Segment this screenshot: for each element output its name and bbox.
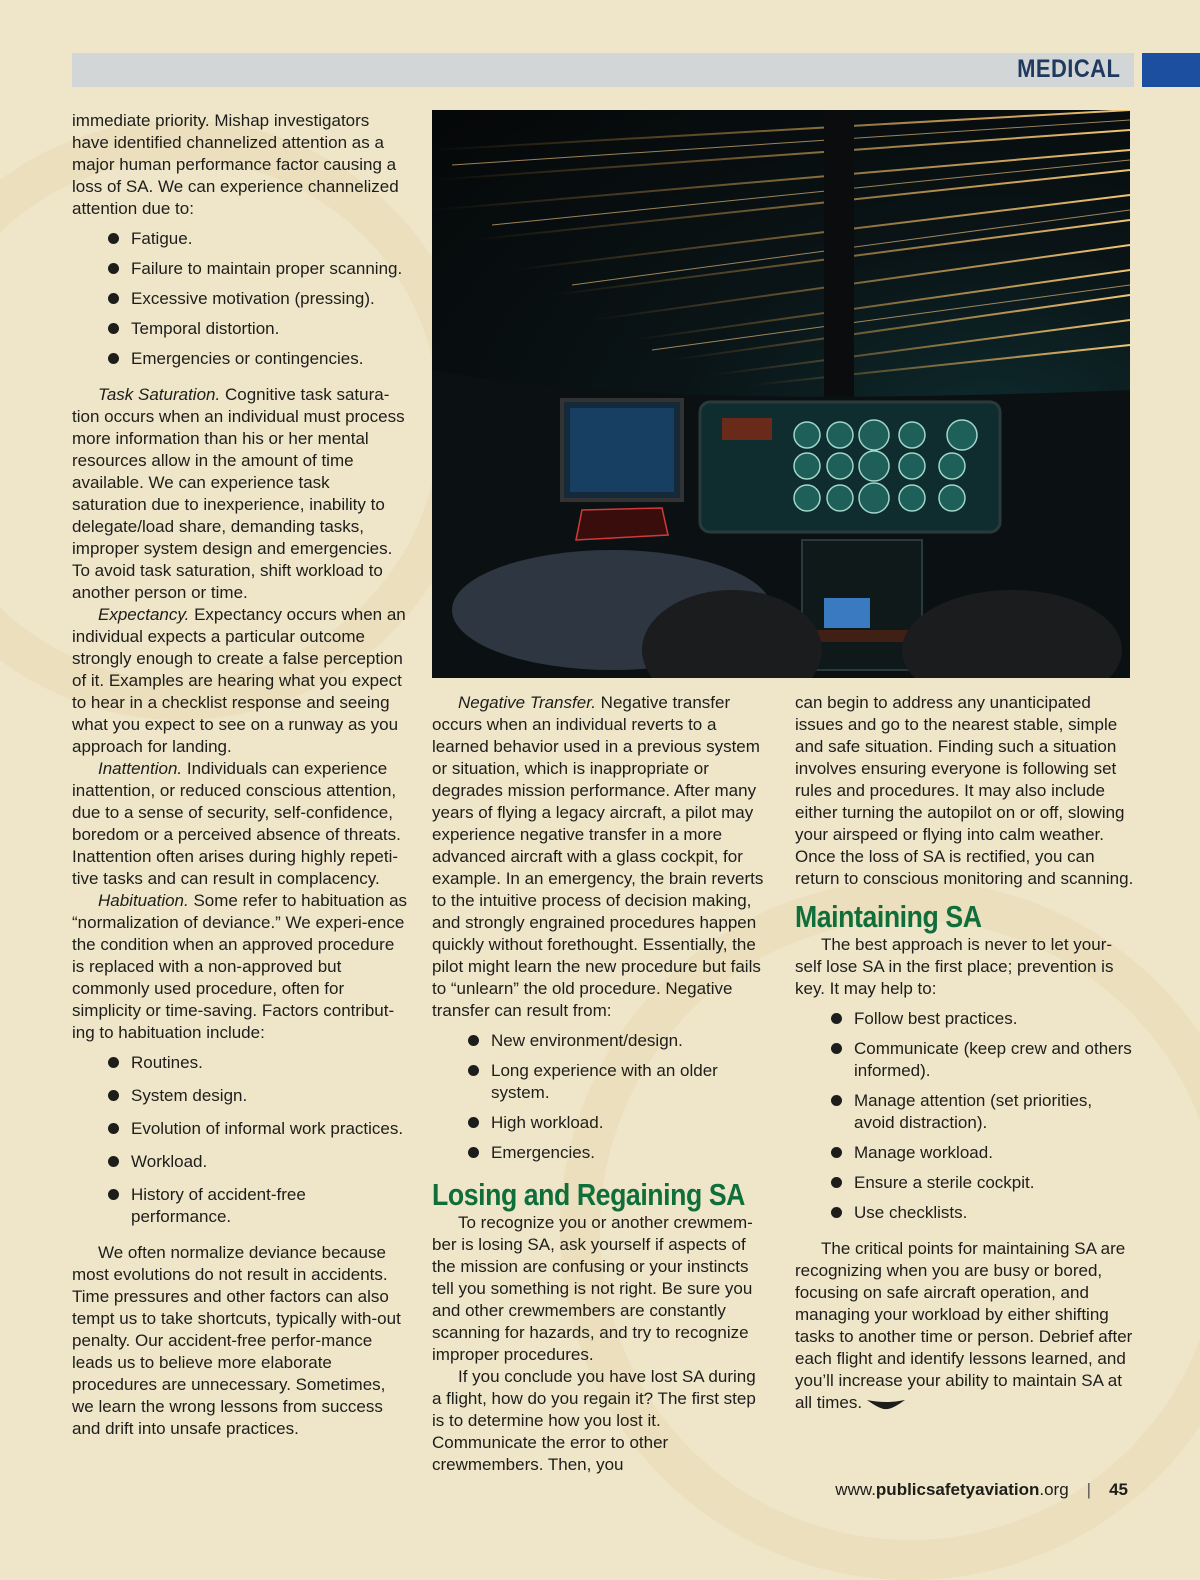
section-heading-maintaining-sa: Maintaining SA — [795, 899, 982, 934]
list-item: Ensure a sterile cockpit. — [831, 1172, 1135, 1194]
list-item: Use checklists. — [831, 1202, 1135, 1224]
bullet-list-negative-transfer — [432, 1030, 768, 1164]
list-item: History of accident-free performance. — [108, 1184, 408, 1228]
section-heading-losing-regaining: Losing and Regaining SA — [432, 1177, 745, 1212]
list-item: New environment/design. — [468, 1030, 768, 1052]
term-expectancy: Expectancy. — [98, 605, 190, 624]
footer-separator: | — [1086, 1480, 1092, 1499]
list-item: Emergencies or contingencies. — [108, 348, 408, 370]
column-right — [795, 692, 1135, 1414]
paragraph: To recognize you or another crewmem-ber is losing SA, ask yourself if aspects of the mission are confusing or your instincts tell you something is not right. Be sure you and other crewmembers are constantly scanning for hazards, and try to recognize improper procedures. — [432, 1213, 753, 1364]
term-task-saturation: Task Saturation. — [98, 385, 221, 404]
header-accent-block — [1142, 53, 1200, 87]
paragraph-expectancy: Expectancy. Expectancy occurs when an individual expects a particular outcome strongly enough to create a false perception of it. Examples are hearing what you expect to hear in a checklist response and seeing what you expect to see on a runway as you approach for landing. — [72, 605, 406, 756]
list-item: Follow best practices. — [831, 1008, 1135, 1030]
list-item: Failure to maintain proper scanning. — [108, 258, 408, 280]
bullet-list-habituation — [72, 1052, 408, 1228]
list-item: Evolution of informal work practices. — [108, 1118, 408, 1140]
list-item: Workload. — [108, 1151, 408, 1173]
footer-url[interactable]: www.publicsafetyaviation.org — [835, 1480, 1069, 1499]
cockpit-night-streaks-image — [432, 110, 1130, 678]
list-item: Temporal distortion. — [108, 318, 408, 340]
paragraph-closing: The critical points for maintaining SA are recognizing when you are busy or bored, focusing on safe aircraft operation, and managing your workload by either shifting tasks to another time or person. Debrief after each flight and identify lessons learned, and you’ll increase your ability to maintain SA at all times. — [795, 1239, 1133, 1412]
list-item: High workload. — [468, 1112, 768, 1134]
list-item: Communicate (keep crew and others informed). — [831, 1038, 1135, 1082]
cockpit-photo — [432, 110, 1130, 678]
paragraph-inattention: Inattention. Individuals can experience inattention, or reduced conscious attention, due to a sense of security, self-confidence, boredom or a perceived absence of threats. Inattention often arises during highly repeti-tive tasks and can result in complacency. — [72, 759, 401, 888]
paragraph-task-saturation: Task Saturation. Cognitive task satura-tion occurs when an individual must process more information than his or her mental resources allow in the amount of time available. We can experience task saturation due to inexperience, inability to delegate/load share, demanding tasks, improper system design and emergencies. To avoid task saturation, shift workload to another person or time. — [72, 385, 405, 602]
term-inattention: Inattention. — [98, 759, 183, 778]
paragraph: We often normalize deviance because most evolutions do not result in accidents. Time pressures and other factors can also tempt us to take shortcuts, typically with-out penalty. Our accident-free perfor-mance leads us to believe more elaborate procedures are unnecessary. Sometimes, we learn the wrong lessons from success and drift into unsafe practices. — [72, 1243, 401, 1438]
paragraph-negative-transfer: Negative Transfer. Negative transfer occurs when an individual reverts to a learned behavior used in a previous system or situation, which is inappropriate or degrades mission performance. After many years of flying a legacy aircraft, a pilot may experience negative transfer in a more advanced aircraft with a glass cockpit, for example. In an emergency, the brain reverts to the intuitive process of decision making, and strongly engrained procedures happen quickly without forethought. Essentially, the pilot might learn the new procedure but fails to “unlearn” the old procedure. Negative transfer can result from: — [432, 693, 764, 1020]
term-negative-transfer: Negative Transfer. — [458, 693, 596, 712]
footer — [835, 1480, 1128, 1500]
bullet-list-maintaining — [795, 1008, 1135, 1224]
paragraph: immediate priority. Mishap investigators have identified channelized attention as a major human performance factor causing a loss of SA. We can experience channelized attention due to: — [72, 111, 399, 218]
list-item: Fatigue. — [108, 228, 408, 250]
bullet-list-channelized — [72, 228, 408, 370]
list-item: Emergencies. — [468, 1142, 768, 1164]
header-bar — [72, 53, 1134, 87]
term-habituation: Habituation. — [98, 891, 189, 910]
list-item: Routines. — [108, 1052, 408, 1074]
column-left — [72, 110, 408, 1440]
list-item: Manage attention (set priorities, avoid distraction). — [831, 1090, 1135, 1134]
paragraph: can begin to address any unanticipated issues and go to the nearest stable, simple and safe situation. Finding such a situation involves ensuring everyone is following set rules and procedures. It may also include either turning the autopilot on or off, slowing your airspeed or flying into calm weather. Once the loss of SA is rectified, you can return to conscious monitoring and scanning. — [795, 693, 1134, 888]
paragraph: If you conclude you have lost SA during a flight, how do you regain it? The first step is to determine how you lost it. Communicate the error to other crewmembers. Then, you — [432, 1367, 756, 1474]
page-number: 45 — [1109, 1480, 1128, 1499]
section-tag: MEDICAL — [1016, 55, 1120, 83]
list-item: System design. — [108, 1085, 408, 1107]
wing-end-icon — [867, 1398, 905, 1410]
list-item: Manage workload. — [831, 1142, 1135, 1164]
list-item: Long experience with an older system. — [468, 1060, 768, 1104]
list-item: Excessive motivation (pressing). — [108, 288, 408, 310]
paragraph-habituation: Habituation. Some refer to habituation as “normalization of deviance.” We experi-ence the condition when an approved procedure is replaced with a non-approved but commonly used procedure, often for simplicity or time-saving. Factors contribut-ing to habituation include: — [72, 891, 408, 1042]
paragraph: The best approach is never to let your-self lose SA in the first place; prevention is key. It may help to: — [795, 935, 1114, 998]
column-middle — [432, 692, 768, 1476]
